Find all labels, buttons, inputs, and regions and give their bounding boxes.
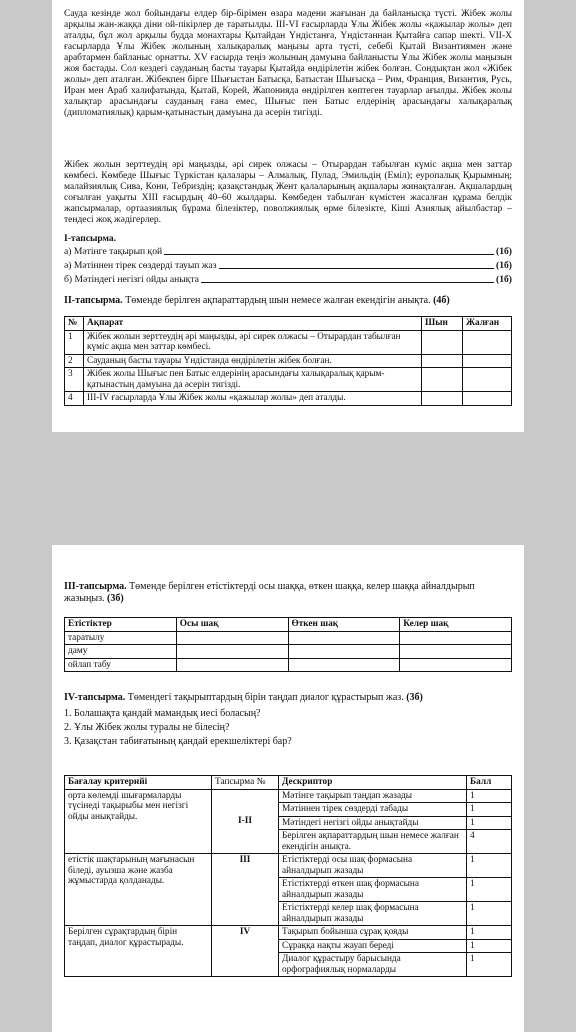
score-cell: 1 [467,953,512,977]
descriptor-cell: Етістіктерді келер шақ формасына айналдырып жазады [279,902,467,926]
table-row [65,926,512,940]
answer-cell[interactable] [400,645,512,659]
row-number: 3 [65,368,84,392]
answer-cell[interactable] [176,631,288,645]
false-cell[interactable] [463,354,512,368]
answer-cell[interactable] [400,658,512,672]
descriptor-cell: Берілген ақпараттардың шын немесе жалған екендігін анықта. [279,830,467,854]
true-cell[interactable] [422,354,463,368]
answer-line[interactable] [201,274,494,283]
list-item: 2. Ұлы Жібек жолы туралы не білесің? [64,722,230,733]
header-task: Тапсырма № [212,776,279,790]
verb-cell: даму [65,645,177,659]
header-info: Ақпарат [84,317,422,331]
task3-heading [64,581,512,605]
table-row [65,330,512,354]
descriptor-cell: Диалог құрастыру барысында орфографиялық нормаларды [279,953,467,977]
criterion-cell: орта көлемді шығармаларды түсінеді тақырыбы мен негізгі ойды анықтайды. [65,789,212,854]
descriptor-cell: Мәтіндегі негізгі ойды анықтайды [279,816,467,830]
score-cell: 1 [467,878,512,902]
task1-item-a-label: а) Мәтінге тақырып қой [64,246,163,257]
row-statement: Жібек жолы Шығыс пен Батыс елдерінің арасындағы халықаралық қарым-қатынастың дамуына да әсерін тигізді. [84,368,422,392]
table-header-row [65,618,512,632]
true-false-table [64,316,512,406]
task1-title: І-тапсырма. [64,234,117,244]
list-item: 1. Болашақта қандай мамандық иесі боласың? [64,708,261,719]
descriptor-cell: Мәтінге тақырып таңдап жазады [279,789,467,803]
task1-item-b[interactable] [64,260,512,272]
task-number-cell: І-ІІ [212,789,279,854]
table-header-row [65,776,512,790]
task4-topic-list [64,707,512,749]
row-number: 1 [65,330,84,354]
score-cell: 1 [467,854,512,878]
table-row [65,354,512,368]
row-statement: ІІІ-ІV ғасырларда Ұлы Жібек жолы «қажылар жолы» деп аталды. [84,392,422,406]
task4-title: ІV-тапсырма. [64,692,126,703]
true-cell[interactable] [422,368,463,392]
score-cell: 1 [467,939,512,953]
row-number: 4 [65,392,84,406]
verb-cell: ойлап табу [65,658,177,672]
descriptor-cell: Сұраққа нақты жауап береді [279,939,467,953]
task3-title: ІІІ-тапсырма. [64,581,127,592]
table-row [65,645,512,659]
false-cell[interactable] [463,392,512,406]
task3-instruction: Төменде берілген етістіктерді осы шаққа, өткен шаққа, келер шаққа айналдырып жазыңыз. [64,581,475,604]
descriptor-cell: Тақырып бойынша сұрақ қояды [279,926,467,940]
descriptor-cell: Етістіктерді осы шақ формасына айналдырып жазады [279,854,467,878]
header-number: № [65,317,84,331]
table-row [65,392,512,406]
header-score: Балл [467,776,512,790]
score-cell: 1 [467,789,512,803]
criterion-cell: етістік шақтарының мағынасын біледі, ауызша және жазба жұмыстарда қолданады. [65,854,212,926]
header-true: Шын [422,317,463,331]
answer-cell[interactable] [400,631,512,645]
task2-points: (4б) [433,295,450,306]
list-item: 3. Қазақстан табиғатының қандай ерекшеліктері бар? [64,736,292,747]
task4-points: (3б) [406,692,423,703]
answer-line[interactable] [219,260,495,269]
table-row [65,854,512,878]
table-row [65,631,512,645]
text-paragraph-2: Жібек жолын зерттеудің әрі маңызды, әрі сирек олжасы – Отырардан табылған күміс ақша мен заттар көмбесі. Көмбеде Шығыс Түркістан қалалары – Алмалық, Пулад, Эмильдің (Еміл); еуропалық Қырымның; малайзиялық Сива, Кони, Тебриздің; қазақстандық Жент қалаларының ақшалары жинақталған. Ақшалардың соғылған уақыты XIII ғасырдың 40–60 жылдары. Көмбеден табылған күмістен жасалған құрама белдік жапсырмалар, ортаазиялық бұрама білезіктер, поволжиялық өрме білезікте, Кіші Азиялық айылбастар – тендесі жоқ жәдігерлер. [64,160,512,225]
descriptor-cell: Мәтіннен тірек сөздерді табады [279,803,467,817]
answer-line[interactable] [164,246,494,255]
text-paragraph-1: Сауда кезінде жол бойындағы елдер бір-бірімен өзара мәдени жағынан да байланысқа түсті. Жібек жолы арқылы жан-жаққа діни ой-пікірлер де таратылды. III-VI ғасырларда Ұлы Жібек жолы «қажылар жолы» деп аталды, бұл жол арқылы будда монахтары Қытайдан Үндістанға, Үндістаннан Қытайға сапар шекті. VII-X ғасырларда Ұлы Жібек жолының халықаралық маңызы арта түсті, себебі Қытай Византиямен және арабтармен байланыс орнатты. XV ғасырда теңіз жолының дамуына байланысты Ұлы Жібек жолы маңызын жоя бастады. Сол кездегі сауданың басты тауары Қытайда өндірілетін жібек болған. Сондықтан жол «Жібек жолы» деп аталған. Жібекпен бірге Шығыстан Батысқа, Батыстан Шығысқа – Рим, Франция, Византия, Русь, Иран мен Араб халифатында, Қытай, Корей, Жапонияда өндірілген көптеген тауарлар ағылды. Жібек жолы халықтар арасындағы сауданың ғана емес, Шығыс пен Батыс елдерінің арасындағы халықаралық (дипломатиялық) қарым-қатынастың дамуына да әсерін тигізді. [64,9,512,118]
table-header-row [65,317,512,331]
answer-cell[interactable] [176,658,288,672]
criterion-cell: Берілген сұрақтардың бірін таңдап, диалог құрастырады. [65,926,212,977]
task1-item-a[interactable] [64,246,512,258]
score-cell: 1 [467,816,512,830]
true-cell[interactable] [422,330,463,354]
table-row [65,789,512,803]
task-number-cell: ІІІ [212,854,279,926]
false-cell[interactable] [463,330,512,354]
task1-item-a-points: (1б) [496,246,512,257]
header-future: Келер шақ [400,618,512,632]
task2-instruction: Төменде берілген ақпараттардың шын немесе жалған екендігін анықта. [122,295,434,306]
header-descriptor: Дескриптор [279,776,467,790]
task1-item-c-label: б) Мәтіндегі негізгі ойды анықта [64,274,199,285]
task3-points: (3б) [107,593,124,604]
true-cell[interactable] [422,392,463,406]
header-false: Жалған [463,317,512,331]
answer-cell[interactable] [288,658,400,672]
task4-instruction: Төмендегі тақырыптардың бірін таңдап диалог құрастырып жаз. [125,692,407,703]
answer-cell[interactable] [288,631,400,645]
verb-tense-table [64,617,512,672]
worksheet-page-1 [52,0,524,432]
task4-heading [64,692,512,704]
descriptor-cell: Етістіктерді өткен шақ формасына айналдырып жазады [279,878,467,902]
header-present: Осы шақ [176,618,288,632]
task2-title: ІІ-тапсырма. [64,295,123,306]
score-cell: 1 [467,926,512,940]
header-past: Өткен шақ [288,618,400,632]
header-verbs: Етістіктер [65,618,177,632]
score-cell: 1 [467,803,512,817]
worksheet-page-2 [52,545,524,1032]
task2-heading [64,295,512,306]
row-number: 2 [65,354,84,368]
score-cell: 1 [467,902,512,926]
row-statement: Жібек жолын зерттеудің әрі маңызды, әрі сирек олжасы – Отырардан табылған күміс ақша мен заттар көмбесі. [84,330,422,354]
task-number-cell: ІV [212,926,279,977]
task1-item-b-label: ә) Мәтіннен тірек сөздерді тауып жаз [64,260,217,271]
row-statement: Сауданың басты тауары Үндістанда өндірілетін жібек болған. [84,354,422,368]
false-cell[interactable] [463,368,512,392]
table-row [65,658,512,672]
answer-cell[interactable] [288,645,400,659]
task1-item-b-points: (1б) [496,260,512,271]
header-criterion: Бағалау критерийі [65,776,212,790]
verb-cell: таратылу [65,631,177,645]
task1-item-c-points: (1б) [496,274,512,285]
table-row [65,368,512,392]
answer-cell[interactable] [176,645,288,659]
score-cell: 4 [467,830,512,854]
assessment-rubric-table [64,775,512,977]
task1-item-c[interactable] [64,274,512,286]
